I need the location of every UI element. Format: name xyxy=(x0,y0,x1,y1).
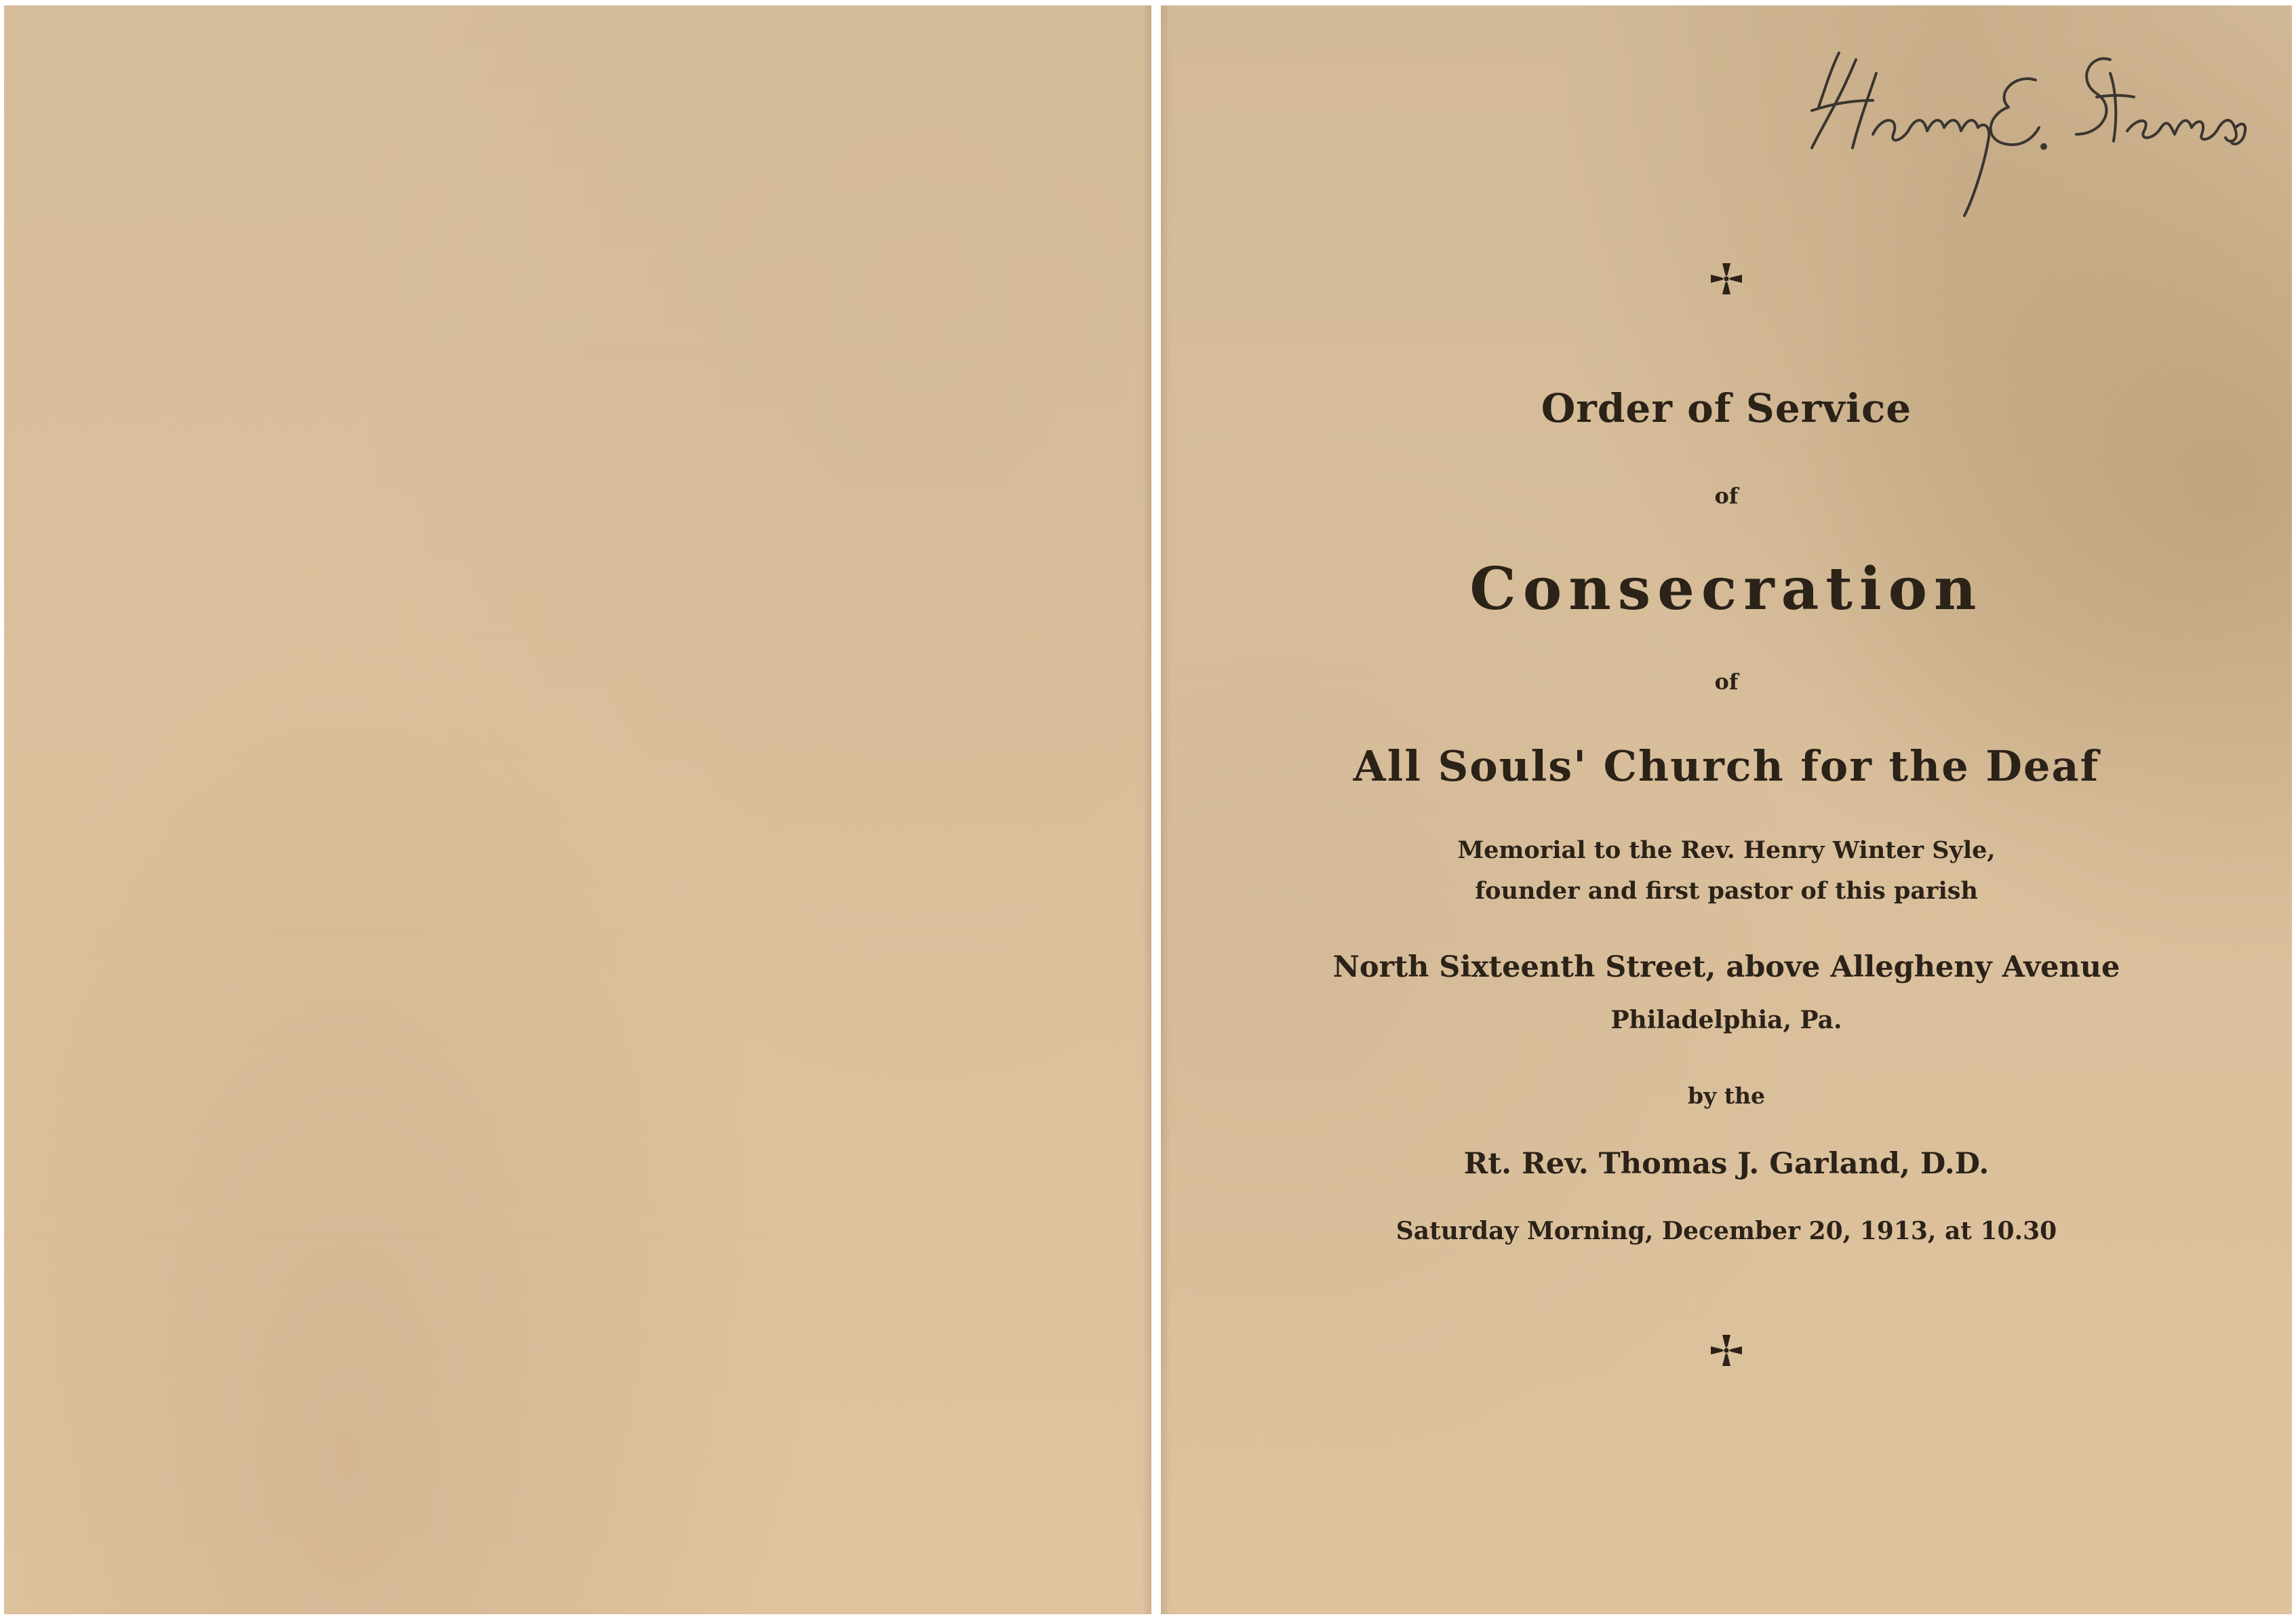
title-order-of-service: Order of Service xyxy=(1541,385,1912,431)
cover-page xyxy=(1161,5,2292,1614)
ruled-line xyxy=(4,351,1151,353)
cross-pattee-icon xyxy=(1709,262,1743,296)
by-the: by the xyxy=(1688,1082,1765,1109)
fold-shadow xyxy=(1161,5,1170,1614)
memorial-line-1: Memorial to the Rev. Henry Winter Syle, xyxy=(1457,836,1996,864)
fold-shadow xyxy=(1142,5,1151,1614)
service-date-time: Saturday Morning, December 20, 1913, at 10.30 xyxy=(1396,1217,2057,1245)
handwritten-signature xyxy=(1792,33,2253,222)
address-city: Philadelphia, Pa. xyxy=(1610,1006,1842,1034)
church-name: All Souls' Church for the Deaf xyxy=(1353,741,2100,791)
connector-of: of xyxy=(1714,669,1739,695)
officiant-name: Rt. Rev. Thomas J. Garland, D.D. xyxy=(1463,1147,1990,1181)
connector-of: of xyxy=(1714,483,1739,509)
address-street: North Sixteenth Street, above Allegheny Avenue xyxy=(1332,950,2120,984)
left-page xyxy=(4,5,1151,1614)
ruled-line xyxy=(4,1233,1151,1234)
ruled-line xyxy=(4,935,1151,936)
ruled-line xyxy=(4,636,1151,638)
title-consecration: Consecration xyxy=(1469,555,1983,623)
cross-pattee-icon xyxy=(1709,1333,1743,1367)
memorial-line-2: founder and first pastor of this parish xyxy=(1475,877,1978,905)
